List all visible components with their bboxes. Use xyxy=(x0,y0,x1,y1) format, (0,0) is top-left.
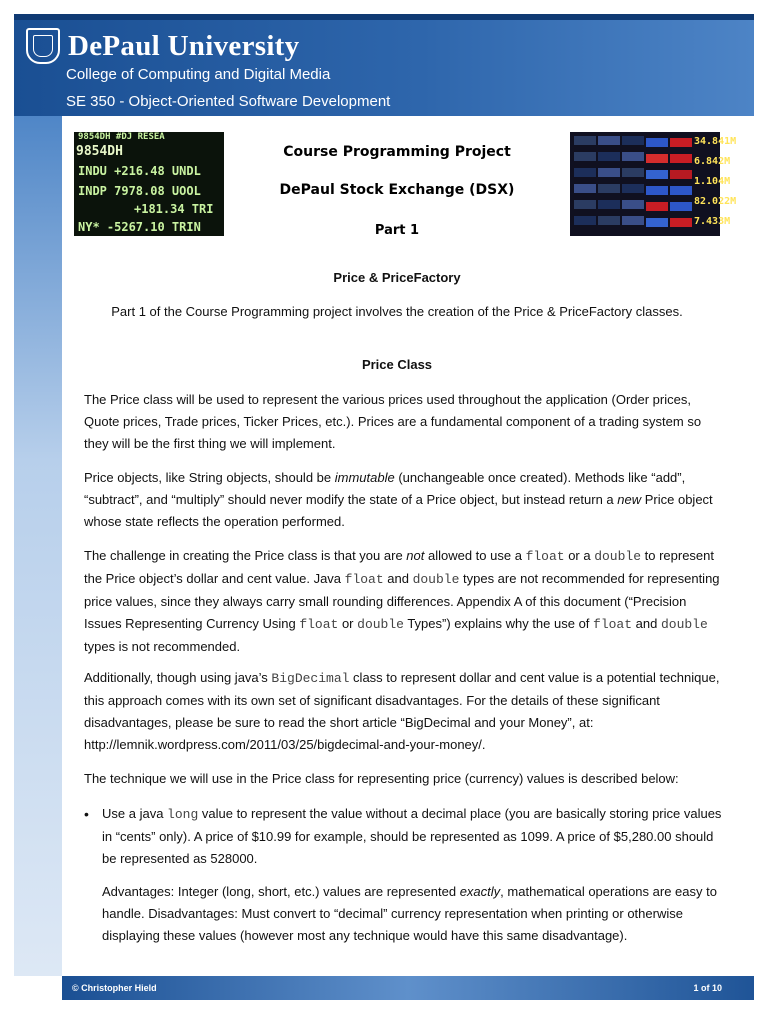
board-value: 1.104M xyxy=(694,176,731,187)
paragraph-1: The Price class will be used to represent the various prices used throughout the application (Order prices, Quote prices, Trade prices, Ticker Prices, etc.). Prices are a fundamental component of a trading system so they will be the first thing we will implement. xyxy=(84,392,702,451)
list-item: • Use a java long value to represent the value without a decimal place (you are basically storing price values in “cents” only). A price of $10.99 for example, should be represented as 1099. A price of $5,280.00 should be represented as 528000. xyxy=(84,803,724,870)
paragraph-4: Additionally, though using java’s BigDecimal class to represent dollar and cent value is a potential technique, this approach comes with its own set of significant disadvantages. For the details of these significant disadvantages, please be sure to read the short article “BigDecimal and your Money”, at: http://lemnik.wordpress.com/2011/03/25/bigdecimal-and-your-money/. xyxy=(84,670,720,752)
stock-board-image-right xyxy=(570,132,737,236)
college-name: College of Computing and Digital Media xyxy=(66,66,331,83)
paragraph-3: The challenge in creating the Price class is that you are not allowed to use a float or a double to represent the Price object’s dollar and cent value. Java float and double types are not recommended for representing price values, since they always carry small rounding differences. Appendix A of this document (“Precision Issues Representing Currency Using float or double Types”) explains why the use of float and double types is not recommended. xyxy=(84,548,720,654)
course-name: SE 350 - Object-Oriented Software Development xyxy=(66,93,391,110)
sidebar-gradient xyxy=(14,116,62,976)
paragraph-5: The technique we will use in the Price class for representing price (currency) values is described below: xyxy=(84,771,679,786)
ticker-line: +181.34 TRI xyxy=(134,202,214,216)
title-line-3: Part 1 xyxy=(374,223,420,238)
header-banner xyxy=(14,14,754,116)
board-value: 34.841M xyxy=(694,136,737,147)
title-block xyxy=(74,130,744,240)
title-line-1: Course Programming Project xyxy=(283,144,511,160)
university-seal-icon xyxy=(26,28,60,64)
advantages-paragraph: Advantages: Integer (long, short, etc.) values are represented exactly, mathematical operations are easy to handle. Disadvantages: Must convert to “decimal” currency representation when printing or otherwise displaying these values (however most any technique would have this same disadvantage). xyxy=(102,884,717,943)
ticker-line: INDP 7978.08 UOOL xyxy=(78,184,201,198)
section-heading-price-pricefactory: Price & PriceFactory xyxy=(333,270,461,285)
copyright-text: © Christopher Hield xyxy=(72,983,157,993)
board-value: 6.842M xyxy=(694,156,731,167)
footer-bar xyxy=(62,976,754,1000)
ticker-line: INDU +216.48 UNDL xyxy=(78,164,201,178)
logo-row xyxy=(26,26,299,66)
section-heading-price-class: Price Class xyxy=(361,357,433,372)
title-line-2: DePaul Stock Exchange (DSX) xyxy=(279,182,515,198)
intro-paragraph: Part 1 of the Course Programming project involves the creation of the Price & PriceFactory classes. xyxy=(111,304,683,319)
ticker-line: 9854DH xyxy=(76,144,123,159)
paragraph-2: Price objects, like String objects, should be immutable (unchangeable once created). Methods like “add”, “subtract”, and “multiply” should never modify the state of a Price object, but instead return a new Price object whose state reflects the operation performed. xyxy=(84,470,713,529)
page-number: 1 of 10 xyxy=(693,983,722,993)
ticker-line: NY* -5267.10 TRIN xyxy=(78,220,201,234)
board-value: 82.022M xyxy=(694,196,737,207)
board-value: 7.433M xyxy=(694,216,731,227)
ticker-line: 9854DH #DJ RESEA xyxy=(78,132,165,142)
university-name: DePaul University xyxy=(68,29,300,62)
